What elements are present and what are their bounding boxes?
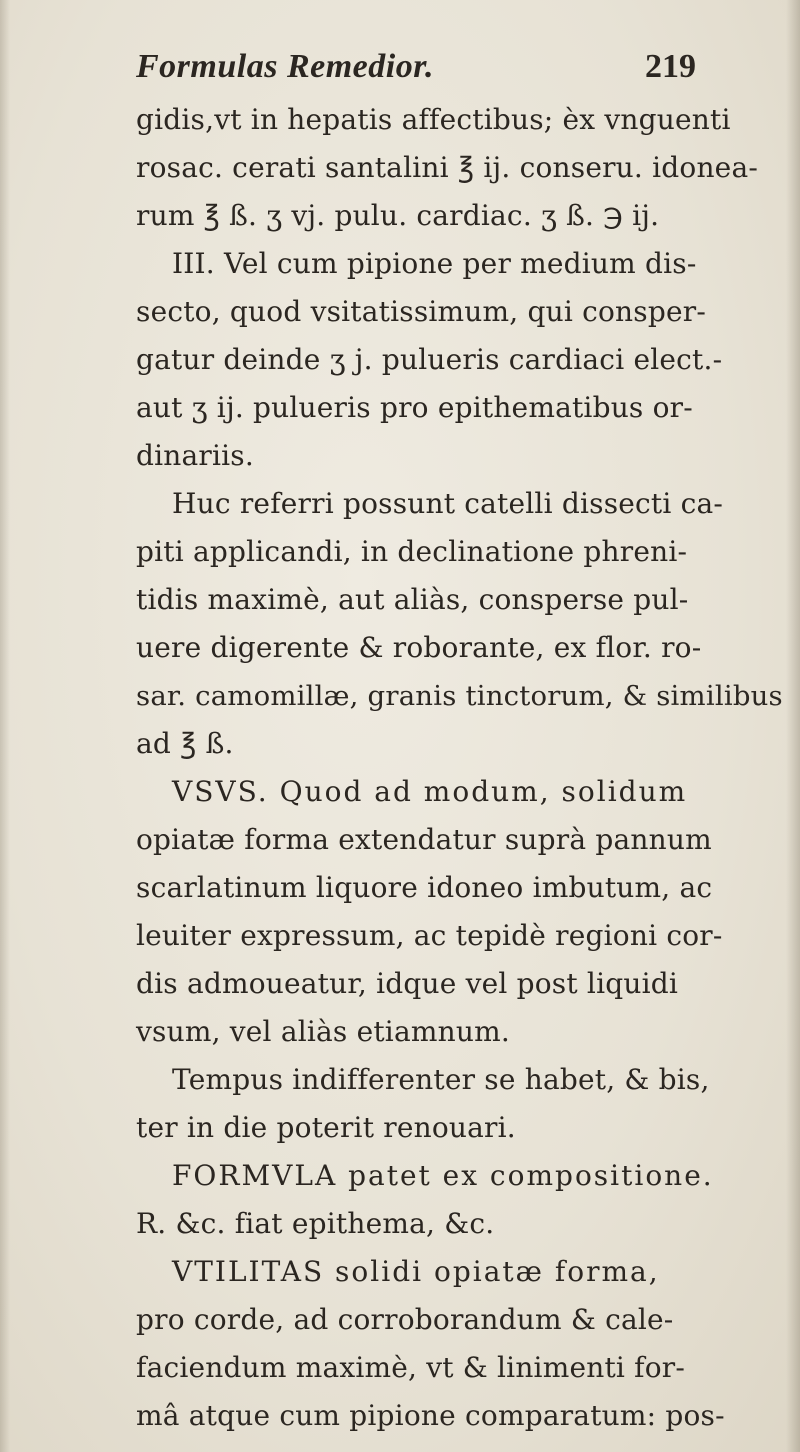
text-line: rosac. cerati santalini ℥ ij. conseru. idonea-: [136, 151, 759, 184]
text-line: scarlatinum liquore idoneo imbutum, ac: [136, 871, 713, 904]
page-number: 219: [645, 48, 696, 85]
text-line: opiatæ forma extendatur suprà pannum: [136, 823, 712, 856]
text-line: ter in die poterit renouari.: [136, 1111, 516, 1144]
text-line: gidis,vt in hepatis affectibus; èx vnguenti: [136, 103, 731, 136]
text-line: dinariis.: [136, 439, 254, 472]
text-line: III. Vel cum pipione per medium dis-: [172, 247, 697, 280]
text-line: rum ℥ ß. ʒ vj. pulu. cardiac. ʒ ß. ℈ ij.: [136, 199, 660, 232]
text-line: mâ atque cum pipione comparatum: pos-: [136, 1399, 725, 1432]
text-line: VSVS. Quod ad modum, solidum: [172, 775, 688, 808]
text-line: gatur deinde ʒ j. pulueris cardiaci elect.-: [136, 343, 723, 376]
text-line: leuiter expressum, ac tepidè regioni cor-: [136, 919, 723, 952]
text-line: FORMVLA patet ex compositione.: [172, 1159, 714, 1192]
text-line: uere digerente & roborante, ex flor. ro-: [136, 631, 702, 664]
text-line: ad ℥ ß.: [136, 727, 234, 760]
running-title: Formulas Remedior.: [136, 48, 435, 85]
text-line: aut ʒ ij. pulueris pro epithematibus or-: [136, 391, 693, 424]
text-line: tidis maximè, aut aliàs, consperse pul-: [136, 583, 689, 616]
text-line: Huc referri possunt catelli dissecti ca-: [172, 487, 724, 520]
text-line: dis admoueatur, idque vel post liquidi: [136, 967, 679, 1000]
text-line: pro corde, ad corroborandum & cale-: [136, 1303, 674, 1336]
text-line: Tempus indifferenter se habet, & bis,: [172, 1063, 710, 1096]
text-line: sar. camomillæ, granis tinctorum, & similibus: [136, 680, 783, 712]
text-line: faciendum maximè, vt & linimenti for-: [136, 1351, 686, 1384]
text-line: secto, quod vsitatissimum, qui consper-: [136, 295, 706, 328]
text-line: piti applicandi, in declinatione phreni-: [136, 535, 688, 568]
text-line: vsum, vel aliàs etiamnum.: [136, 1015, 510, 1048]
text-line: VTILITAS solidi opiatæ forma,: [172, 1255, 660, 1288]
text-line: R. &c. fiat epithema, &c.: [136, 1207, 495, 1240]
